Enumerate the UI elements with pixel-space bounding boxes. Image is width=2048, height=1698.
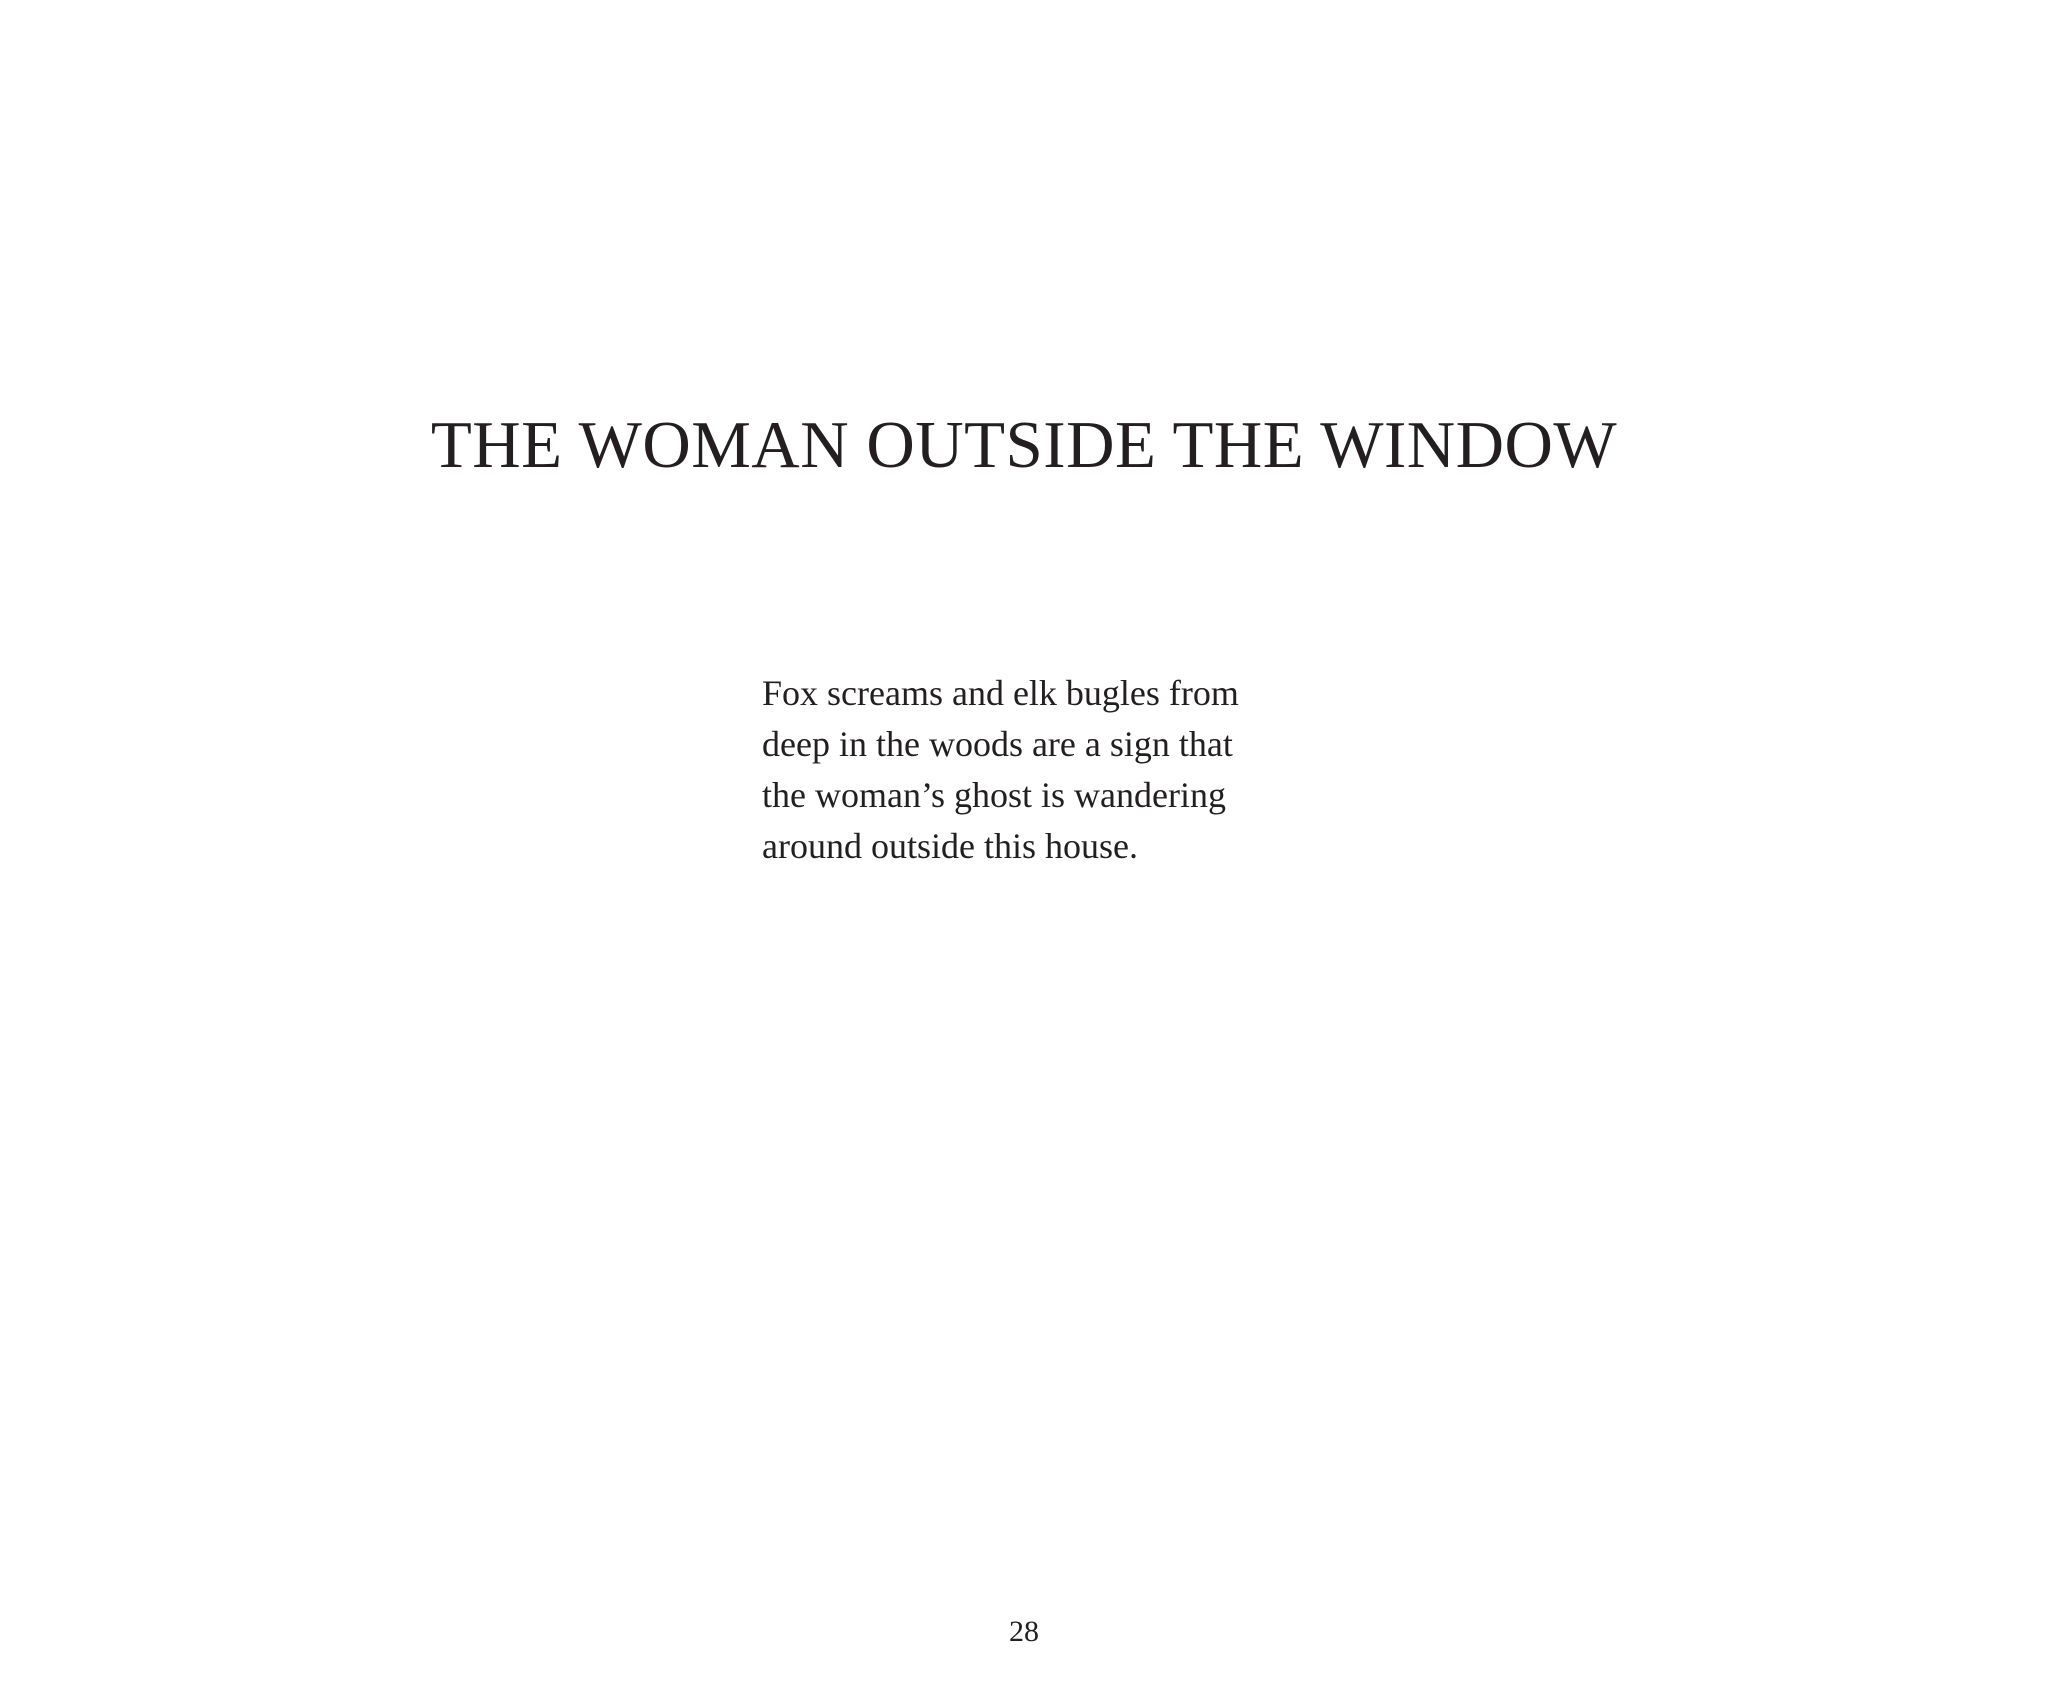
poem-line: deep in the woods are a sign that bbox=[762, 724, 1233, 764]
poem-line: around outside this house. bbox=[762, 826, 1138, 866]
page-number: 28 bbox=[1009, 1615, 1039, 1648]
poem-line: the woman’s ghost is wandering bbox=[762, 775, 1226, 815]
poem-title: THE WOMAN OUTSIDE THE WINDOW bbox=[430, 408, 1618, 482]
poem-body bbox=[762, 668, 1239, 872]
poem-line: Fox screams and elk bugles from bbox=[762, 673, 1239, 713]
